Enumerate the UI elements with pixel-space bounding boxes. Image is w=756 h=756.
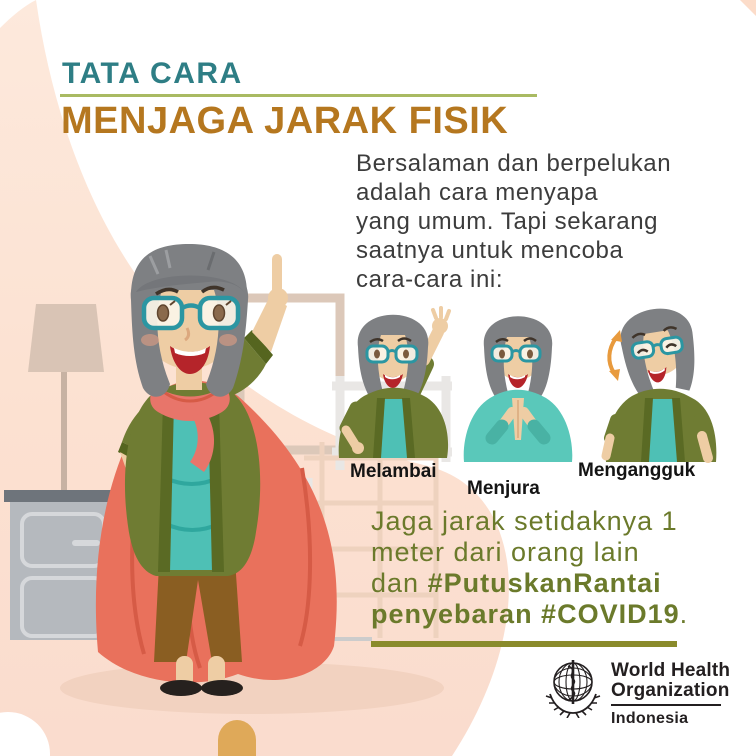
- message-text: .: [679, 599, 689, 629]
- message-line: [371, 568, 688, 599]
- gesture-label-wave: Melambai: [350, 461, 437, 482]
- message-line: [371, 599, 688, 630]
- gesture-label-bow: Menjura: [467, 478, 540, 499]
- intro-line: saatnya untuk mencoba: [356, 237, 624, 264]
- intro-line: yang umum. Tapi sekarang: [356, 208, 659, 235]
- who-logo: [542, 654, 730, 728]
- distancing-message: [371, 506, 688, 630]
- who-logo-divider: [611, 704, 721, 706]
- intro-paragraph: [356, 149, 671, 294]
- nod-figure-illustration: [606, 304, 717, 462]
- nod-arrow-icon: [609, 330, 622, 381]
- gesture-label-nod: Mengangguk: [578, 460, 696, 481]
- intro-line: cara-cara ini:: [356, 266, 504, 293]
- who-emblem-icon: [542, 654, 604, 718]
- message-line: meter dari orang lain: [371, 537, 640, 567]
- message-line: Jaga jarak setidaknya 1: [371, 506, 678, 536]
- message-text: dan: [371, 568, 428, 598]
- who-country-label: Indonesia: [611, 710, 689, 727]
- hashtag-putuskanrantai: #PutuskanRantai: [427, 568, 662, 598]
- heading-divider: [60, 94, 537, 97]
- hashtag-covid19: penyebaran #COVID19: [371, 599, 680, 629]
- kicker-heading: TATA CARA: [62, 57, 243, 90]
- intro-line: adalah cara menyapa: [356, 179, 599, 206]
- who-name-line: Organization: [611, 679, 730, 701]
- main-character-illustration: [96, 244, 337, 696]
- bow-figure-illustration: [464, 316, 573, 462]
- intro-line: Bersalaman dan berpelukan: [356, 150, 672, 177]
- who-logo-text: [611, 654, 730, 728]
- who-name-line: World Health: [611, 660, 731, 681]
- message-underline: [371, 641, 677, 647]
- page-title: MENJAGA JARAK FISIK: [61, 100, 509, 142]
